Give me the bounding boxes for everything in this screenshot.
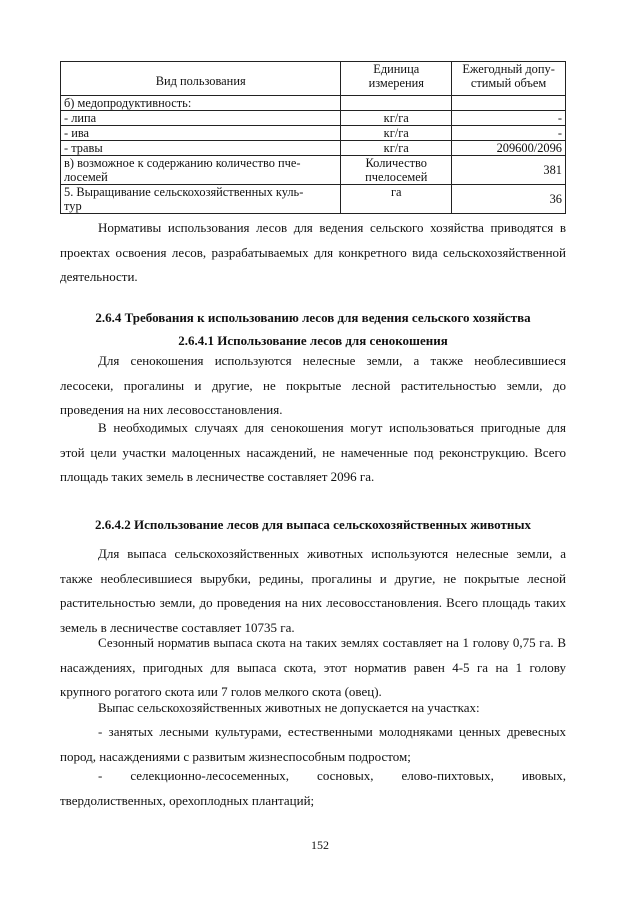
table-row [61,141,566,156]
table-cell [452,96,566,111]
table-cell [341,96,452,111]
table-row [61,96,566,111]
paragraph-grazing-prohibited: Выпас сельскохозяйственных животных не допускается на участках: [98,700,480,715]
table-row [61,185,566,214]
paragraph-grazing: Для выпаса сельскохозяйственных животных используются нелесные земли, а также необлесившиеся вырубки, редины, прогалины и другие, не покрытые лесной растительностью земли, до проведения на них лесовосстановления. Всего площадь таких земель в лесничестве составляет 10735 га. [60,546,566,635]
table-cell: кг/га [341,126,452,141]
table-cell: 381 [452,156,566,185]
table-cell: кг/га [341,111,452,126]
table-cell: б) медопродуктивность: [61,96,341,111]
table-cell: 36 [452,185,566,214]
table-cell: - [452,126,566,141]
page-number: 152 [311,838,329,852]
table-row [61,156,566,185]
paragraph-haymaking-areas: В необходимых случаях для сенокошения могут использоваться пригодные для этой цели участки малоценных насаждений, не намеченные под реконструкцию. Всего площадь таких земель в лесничестве составляет 2096 га. [60,420,566,484]
header-annual-volume: Ежегодный допу- стимый объем [452,62,566,96]
section-heading-2-6-4-1: 2.6.4.1 Использование лесов для сенокошения [178,333,448,348]
table-cell: 5. Выращивание сельскохозяйственных куль- тур [61,185,341,214]
table-cell: - ива [61,126,341,141]
paragraph-haymaking: Для сенокошения используются нелесные земли, а также необлесившиеся лесосеки, прогалины и другие, не покрытые лесной растительностью земли, до проведения на них лесовосстановления. [60,353,566,417]
header-unit: Единица измерения [341,62,452,96]
paragraph-item-cultures: - занятых лесными культурами, естественными молодняками ценных древесных пород, насаждениями с развитым жизнеспособным подростом; [60,724,566,764]
table-cell: га [341,185,452,214]
table-row [61,126,566,141]
table-cell: кг/га [341,141,452,156]
forest-use-table [60,61,566,214]
paragraph-item-plantations: - селекционно-лесосеменных, сосновых, елово-пихтовых, ивовых, твердолиственных, орехоплодных плантаций; [60,768,566,808]
table-cell: - липа [61,111,341,126]
table-cell: - [452,111,566,126]
paragraph-norms: Нормативы использования лесов для ведения сельского хозяйства приводятся в проектах освоения лесов, разрабатываемых для конкретного вида сельскохозяйственной деятельности. [60,220,566,284]
table-header-row [61,62,566,96]
section-heading-2-6-4-2: 2.6.4.2 Использование лесов для выпаса сельскохозяйственных животных [94,517,532,532]
table-cell: - травы [61,141,341,156]
table-cell: Количество пчелосемей [341,156,452,185]
table-row [61,111,566,126]
table-cell: 209600/2096 [452,141,566,156]
header-use-type: Вид пользования [61,62,341,96]
table-cell: в) возможное к содержанию количество пче- лосемей [61,156,341,185]
section-heading-2-6-4: 2.6.4 Требования к использованию лесов для ведения сельского хозяйства [95,310,531,325]
paragraph-grazing-norm: Сезонный норматив выпаса скота на таких землях составляет на 1 голову 0,75 га. В насаждениях, пригодных для выпаса скота, этот норматив равен 4-5 га на 1 голову крупного рогатого скота или 7 голов мелкого скота (овец). [60,635,566,699]
